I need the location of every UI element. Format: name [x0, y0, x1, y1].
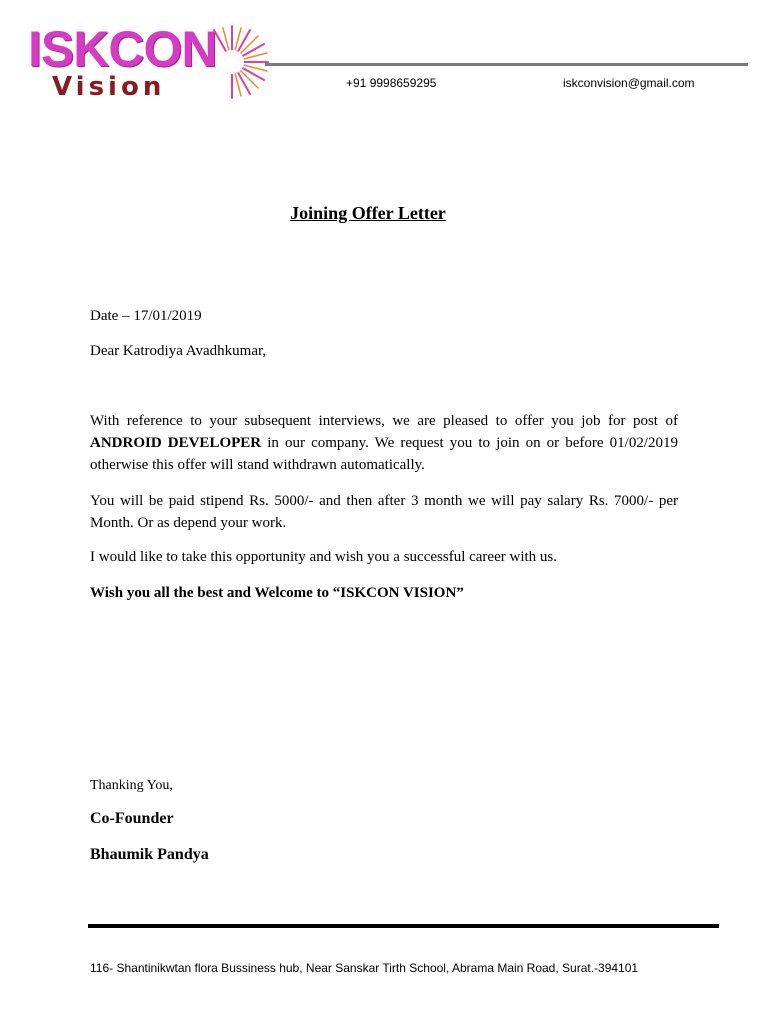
logo-tagline: Vision — [52, 72, 166, 102]
logo-wordmark: ISKCON — [28, 21, 217, 77]
stipend-paragraph: You will be paid stipend Rs. 5000/- and then after 3 month we will pay salary Rs. 7000/- per Month. Or as depend your work. — [90, 493, 678, 531]
job-role: ANDROID DEVELOPER — [90, 435, 262, 451]
letter-title: Joining Offer Letter — [290, 203, 446, 223]
footer-divider — [88, 924, 719, 928]
contact-phone: +91 9998659295 — [346, 76, 437, 90]
wish-paragraph: I would like to take this opportunity and wish you a successful career with us. — [90, 549, 557, 565]
signatory-title: Co-Founder — [90, 810, 174, 827]
offer-paragraph — [90, 410, 678, 476]
company-logo — [24, 20, 254, 110]
offer-text-start: With reference to your subsequent interviews, we are pleased to offer you job for post of — [90, 413, 678, 429]
closing: Thanking You, — [90, 778, 173, 793]
salutation: Dear Katrodiya Avadhkumar, — [90, 343, 267, 359]
letter-date: Date – 17/01/2019 — [90, 308, 202, 324]
footer-address: 116- Shantinikwtan flora Bussiness hub, Near Sanskar Tirth School, Abrama Main Road, Surat.-394101 — [90, 961, 639, 975]
contact-email: iskconvision@gmail.com — [563, 76, 695, 90]
offer-text-end: in our company. We request you to join on or before 01/02/2019 otherwise this offer will stand withdrawn automatically. — [90, 435, 679, 473]
signatory-name: Bhaumik Pandya — [90, 846, 209, 863]
header-divider — [265, 63, 748, 66]
welcome-line: Wish you all the best and Welcome to “ISKCON VISION” — [90, 585, 464, 601]
